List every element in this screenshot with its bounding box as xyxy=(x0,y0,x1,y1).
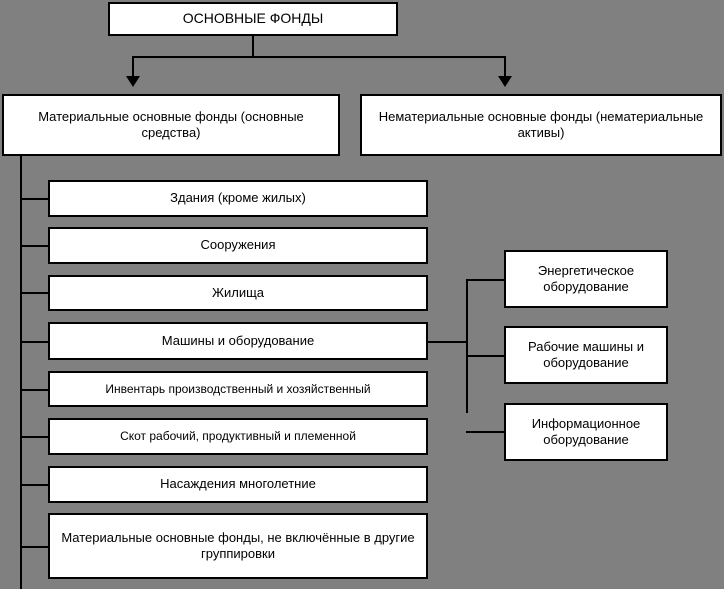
node-material-item-8 xyxy=(48,513,428,579)
connector-material-stub-6 xyxy=(20,436,50,438)
node-machine-item-1-label: Энергетическое оборудование xyxy=(537,262,635,294)
connector-material-stub-5 xyxy=(20,389,50,391)
node-material-item-6 xyxy=(48,418,428,455)
connector-material-stub-4 xyxy=(20,341,50,343)
arrow-left xyxy=(126,76,140,87)
node-machine-item-2 xyxy=(504,326,668,384)
node-material-item-7-label: Насаждения многолетние xyxy=(160,476,316,492)
node-machine-item-3-label: Информационное оборудование xyxy=(531,415,641,447)
node-material-item-1 xyxy=(48,180,428,217)
node-material-funds-label: Материальные основные фонды (основные средства) xyxy=(38,108,304,140)
node-machine-item-1 xyxy=(504,250,668,308)
connector-material-stub-3 xyxy=(20,292,50,294)
connector-machines-stub-1 xyxy=(466,279,506,281)
node-material-item-6-label: Скот рабочий, продуктивный и племенной xyxy=(120,429,356,443)
node-material-item-5-label: Инвентарь производственный и хозяйственный xyxy=(105,381,371,396)
node-intangible-funds xyxy=(360,94,722,156)
node-root xyxy=(108,2,398,36)
connector-material-stub-2 xyxy=(20,245,50,247)
connector-material-stub-8 xyxy=(20,546,50,548)
node-material-item-3 xyxy=(48,275,428,311)
connector-machines-spine xyxy=(466,279,468,413)
node-material-item-3-label: Жилища xyxy=(211,284,265,300)
connector-material-stub-7 xyxy=(20,484,50,486)
node-material-funds xyxy=(2,94,340,156)
connector-machines-stub-2 xyxy=(466,355,506,357)
node-material-item-2 xyxy=(48,227,428,264)
node-material-item-7 xyxy=(48,466,428,503)
node-machine-item-3 xyxy=(504,403,668,461)
node-material-item-8-label: Материальные основные фонды, не включённые в другие группировки xyxy=(61,529,415,561)
node-material-item-4-label: Машины и оборудование xyxy=(161,332,315,348)
connector-left-drop xyxy=(132,56,134,78)
node-material-item-5 xyxy=(48,371,428,407)
node-intangible-funds-label: Нематериальные основные фонды (нематериальные активы) xyxy=(378,108,704,140)
connector-machines-stub-3 xyxy=(466,431,506,433)
connector-right-drop xyxy=(504,56,506,78)
connector-root-horizontal xyxy=(132,56,506,58)
connector-root-stem xyxy=(252,36,254,58)
connector-machines-out xyxy=(428,341,468,343)
node-material-item-1-label: Здания (кроме жилых) xyxy=(170,190,306,206)
connector-material-spine xyxy=(20,156,22,589)
connector-material-stub-1 xyxy=(20,198,50,200)
arrow-right xyxy=(498,76,512,87)
node-material-item-2-label: Сооружения xyxy=(200,237,276,253)
node-machine-item-2-label: Рабочие машины и оборудование xyxy=(528,338,644,370)
node-root-label: ОСНОВНЫЕ ФОНДЫ xyxy=(182,10,324,27)
node-material-item-4 xyxy=(48,322,428,360)
